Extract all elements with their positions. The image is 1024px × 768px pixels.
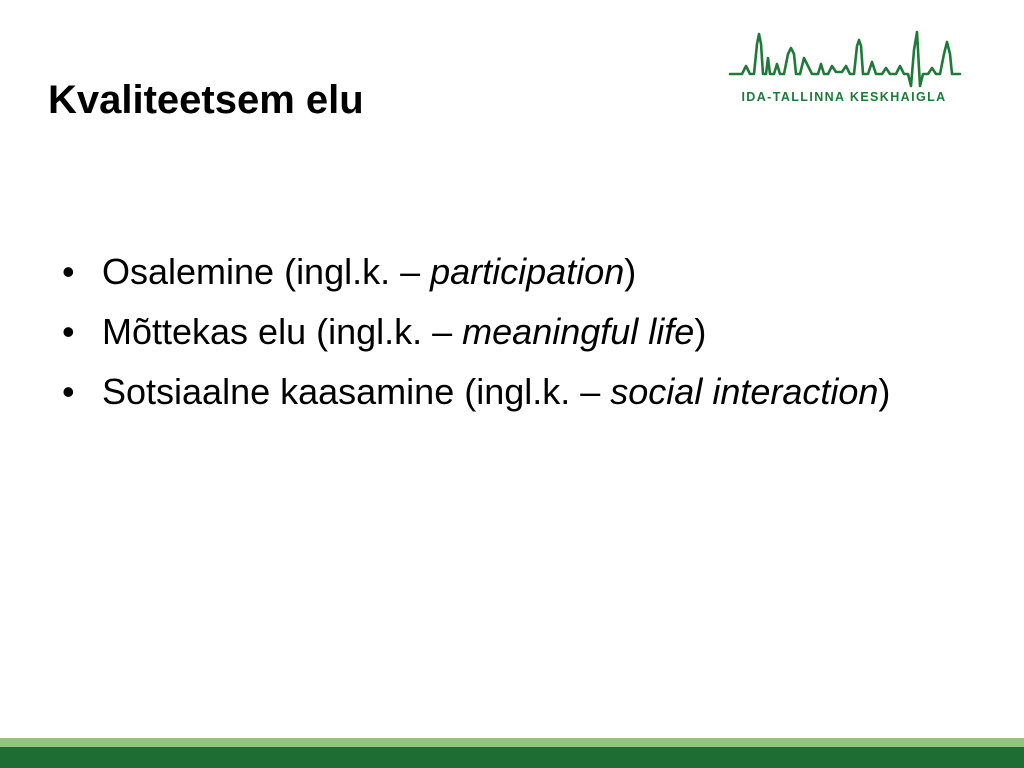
english-term: social interaction (610, 370, 879, 412)
bullet-suffix: ) (878, 370, 891, 412)
hospital-logo (728, 28, 962, 108)
bullet-list (60, 250, 900, 430)
bullet-suffix: ) (694, 310, 707, 352)
english-term: meaningful life (462, 310, 695, 352)
bullet-mark: • (62, 310, 75, 352)
bullet-mark: • (62, 370, 75, 412)
english-term: participation (430, 251, 625, 292)
slide-title: Kvaliteetsem elu (48, 78, 364, 122)
list-item (60, 310, 900, 354)
logo-caption: IDA-TALLINNA KESKHAIGLA (741, 90, 947, 104)
skyline-heartbeat-icon (728, 28, 962, 88)
bullet-text: Osalemine (ingl.k. – (102, 251, 431, 292)
bullet-text: Sotsiaalne kaasamine (ingl.k. – (102, 370, 611, 412)
bullet-text: Mõttekas elu (ingl.k. – (102, 310, 463, 352)
list-item (60, 370, 900, 414)
bullet-mark: • (62, 251, 75, 292)
bullet-suffix: ) (624, 251, 637, 292)
footer-band-dark (0, 747, 1024, 768)
list-item (60, 250, 900, 294)
footer-band-light (0, 738, 1024, 747)
